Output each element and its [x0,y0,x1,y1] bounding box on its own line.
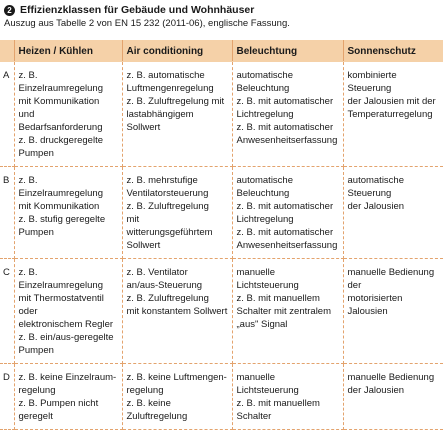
cell-heizen [14,259,122,364]
cell-text-line: z. B. mehrstufige [126,175,198,186]
column-header-heizen: Heizen / Kühlen [14,41,122,62]
cell-text-line: automatische Beleuchtung [236,175,294,199]
cell-text-line: Anwesenheitserfassung [236,135,338,146]
cell-text-line: z. B. druckgeregelte [18,135,103,146]
cell-text-line: mit konstantem Sollwert [126,306,228,317]
cell-text-line: z. B. Einzelraumregelung [18,267,103,291]
efficiency-class-label: D [0,364,14,430]
cell-text-line: „aus" Signal [236,319,288,330]
figure-subtitle: Auszug aus Tabelle 2 von EN 15 232 (2011-06), englische Fassung. [4,18,290,29]
column-header-class [0,41,14,62]
cell-text-line: der Jalousien mit der [347,96,436,107]
cell-text-line: z. B. Zuluftregelung [126,293,209,304]
cell-text-line: z. B. automatische [126,70,205,81]
efficiency-class-table [0,40,443,430]
column-header-sonnenschutz: Sonnenschutz [343,41,443,62]
cell-text-line: z. B. mit manuellem [236,293,320,304]
cell-text-line: z. B. Zuluftregelung [126,201,209,212]
cell-beleuchtung [232,259,343,364]
cell-text-line: an/aus-Steuerung [126,280,203,291]
cell-text-line: z. B. keine Zuluftregelung [126,398,188,422]
cell-text-line: manuelle Lichtsteuerung [236,372,299,396]
cell-text-line: z. B. mit automatischer [236,201,334,212]
cell-text-line: Schalter [236,411,272,422]
efficiency-class-label: B [0,167,14,259]
cell-text-line: z. B. Zuluftregelung mit [126,96,225,107]
cell-text-line: der Jalousien [347,385,405,396]
cell-text-line: Anwesenheitserfassung [236,240,338,251]
cell-text-line: Bedarfsanforderung [18,122,103,133]
cell-text-line: mit Thermostatventil oder [18,293,104,317]
cell-beleuchtung [232,167,343,259]
cell-text-line: motorisierten Jalousien [347,293,403,317]
cell-text-line: z. B. mit automatischer [236,96,334,107]
figure-number-badge: 2 [4,5,15,16]
cell-sonnenschutz [343,259,443,364]
cell-text-line: manuelle Bedienung der [347,267,435,291]
table-header-row [0,41,443,62]
table-row [0,259,443,364]
cell-text-line: z. B. ein/aus-geregelte [18,332,114,343]
column-header-air: Air conditioning [122,41,232,62]
figure-title: Effizienzklassen für Gebäude und Wohnhäuser [20,4,255,16]
table-row [0,364,443,430]
cell-text-line: Lichtregelung [236,214,294,225]
cell-text-line: Luftmengenregelung [126,83,214,94]
cell-text-line: automatische Steuerung [347,175,405,199]
cell-text-line: mit witterungsgeführtem [126,214,213,238]
column-header-beleuchtung: Beleuchtung [232,41,343,62]
efficiency-class-label: C [0,259,14,364]
cell-text-line: Temperaturregelung [347,109,433,120]
cell-air [122,259,232,364]
cell-beleuchtung [232,62,343,167]
cell-beleuchtung [232,364,343,430]
cell-text-line: lastabhängigem Sollwert [126,109,194,133]
cell-text-line: z. B. keine Einzelraum- [18,372,117,383]
cell-text-line: z. B. mit automatischer [236,227,334,238]
cell-sonnenschutz [343,62,443,167]
cell-text-line: mit Kommunikation [18,201,100,212]
cell-text-line: z. B. mit manuellem [236,398,320,409]
cell-text-line: Lichtregelung [236,109,294,120]
cell-text-line: z. B. Ventilator [126,267,188,278]
cell-text-line: z. B. Pumpen nicht [18,398,99,409]
cell-text-line: z. B. Einzelraumregelung [18,70,103,94]
cell-text-line: regelung [126,385,164,396]
cell-heizen [14,62,122,167]
cell-text-line: Pumpen [18,227,54,238]
cell-text-line: kombinierte Steuerung [347,70,397,94]
cell-text-line: Ventilatorsteuerung [126,188,209,199]
table-row [0,167,443,259]
cell-sonnenschutz [343,364,443,430]
cell-text-line: manuelle Lichtsteuerung [236,267,299,291]
cell-text-line: Pumpen [18,345,54,356]
cell-air [122,364,232,430]
cell-text-line: z. B. Einzelraumregelung [18,175,103,199]
cell-heizen [14,364,122,430]
cell-sonnenschutz [343,167,443,259]
cell-text-line: elektronischem Regler [18,319,114,330]
cell-text-line: Pumpen [18,148,54,159]
cell-text-line: automatische Beleuchtung [236,70,294,94]
cell-text-line: regelung [18,385,56,396]
table-row [0,62,443,167]
cell-air [122,62,232,167]
cell-text-line: Sollwert [126,240,161,251]
efficiency-class-label: A [0,62,14,167]
cell-text-line: mit Kommunikation und [18,96,100,120]
cell-text-line: z. B. mit automatischer [236,122,334,133]
cell-text-line: manuelle Bedienung [347,372,435,383]
cell-air [122,167,232,259]
cell-text-line: der Jalousien [347,201,405,212]
cell-text-line: geregelt [18,411,53,422]
cell-heizen [14,167,122,259]
cell-text-line: z. B. keine Luftmengen- [126,372,227,383]
figure-header [4,3,290,29]
title-row [4,3,290,17]
cell-text-line: z. B. stufig geregelte [18,214,106,225]
cell-text-line: Schalter mit zentralem [236,306,332,317]
